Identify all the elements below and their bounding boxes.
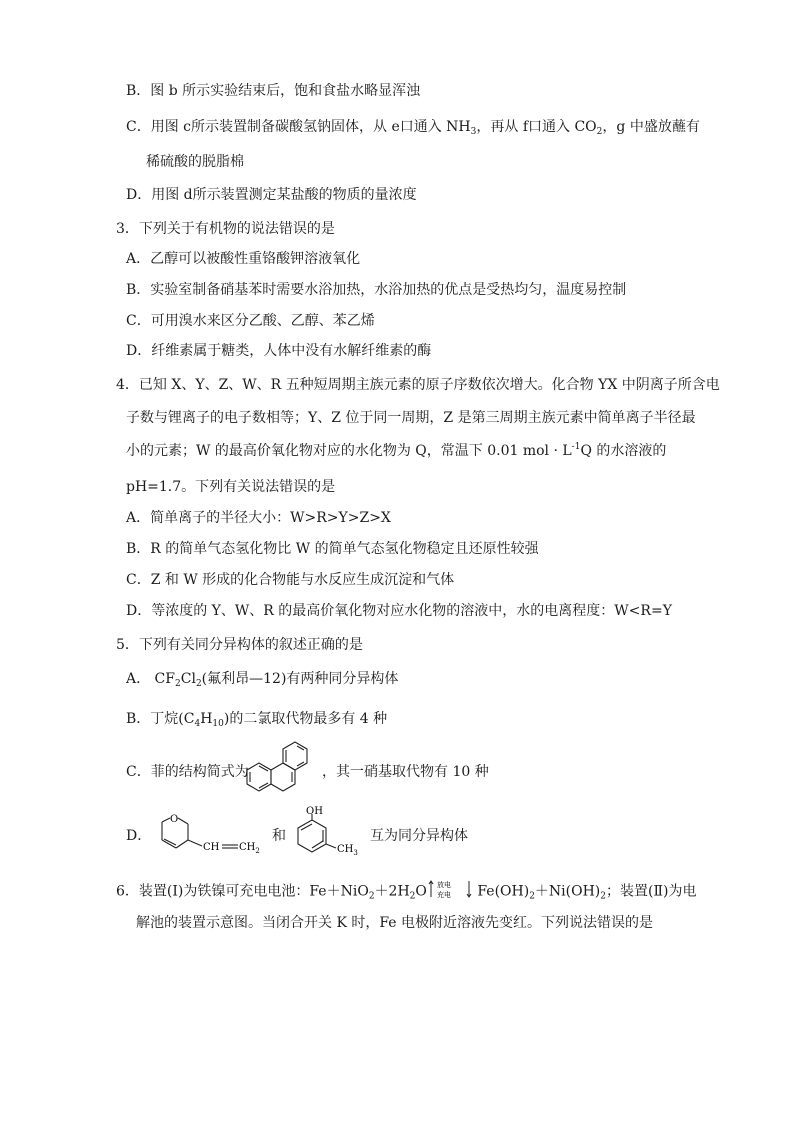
q3-option-c: C．可用溴水来区分乙酸、乙醇、苯乙烯 bbox=[126, 313, 375, 329]
phenanthrene-structure bbox=[243, 738, 321, 804]
q5-a-text-2: Cl bbox=[180, 671, 196, 687]
q6-text-1: 6．装置(Ⅰ)为铁镍可充电电池：Fe＋NiO bbox=[116, 883, 369, 900]
q4-option-c: C．Z 和 W 形成的化合物能与水反应生成沉淀和气体 bbox=[126, 572, 455, 588]
q2-c-sub-2: 2 bbox=[596, 127, 603, 137]
q6-text-4: Fe(OH) bbox=[472, 883, 530, 900]
q5-option-c-tail: ，其一硝基取代物有 10 种 bbox=[322, 764, 489, 780]
q4-stem-line1: 4．已知 X、Y、Z、W、R 五种短周期主族元素的原子序数依次增大。化合物 YX 中阴离子所含电 bbox=[116, 377, 720, 393]
q5-b-sub-2: 10 bbox=[212, 719, 224, 729]
q2-option-d: D．用图 d所示装置测定某盐酸的物质的量浓度 bbox=[126, 187, 417, 203]
q5-option-c-label: C．菲的结构简式为 bbox=[126, 764, 249, 780]
q4-stem-line2: 子数与锂离子的电子数相等；Y、Z 位于同一周期，Z 是第三周期主族元素中简单离子半径最 bbox=[126, 410, 696, 426]
o-cresol-structure bbox=[290, 806, 366, 862]
q2-option-c-line2: 稀硫酸的脱脂棉 bbox=[146, 154, 244, 170]
q4-l3-text-2: Q 的水溶液的 bbox=[580, 443, 667, 459]
q2-option-b: B．图 b 所示实验结束后，饱和食盐水略显浑浊 bbox=[126, 83, 421, 99]
q5-stem: 5．下列有关同分异构体的叙述正确的是 bbox=[116, 637, 363, 653]
q2-c-text-3: ，g 中盛放蘸有 bbox=[602, 119, 700, 135]
q6-stem-line2: 解池的装置示意图。当闭合开关 K 时，Fe 电极附近溶液先变红。下列说法错误的是 bbox=[136, 915, 654, 931]
q6-sub-2: 2 bbox=[409, 891, 416, 902]
q4-option-d: D．等浓度的 Y、W、R 的最高价氧化物对应水化物的溶液中，水的电离程度：W<R=Y bbox=[126, 603, 672, 619]
arrow-label-charge: 充电 bbox=[436, 891, 451, 899]
q5-a-sub-2: 2 bbox=[195, 679, 202, 689]
q4-option-b: B．R 的简单气态氢化物比 W 的简单气态氢化物稳定且还原性较强 bbox=[126, 541, 539, 557]
q5-a-text-3: (氟利昂—12)有两种同分异构体 bbox=[201, 671, 399, 687]
q6-text-6: ；装置(Ⅱ)为电 bbox=[606, 883, 697, 900]
q5-option-a bbox=[126, 670, 398, 688]
q4-l3-text-1: 小的元素；W 的最高价氧化物对应的水化物为 Q，常温下 0.01 mol · L bbox=[126, 443, 572, 459]
q5-a-text-1: A． CF bbox=[126, 671, 175, 687]
q6-stem-line1 bbox=[116, 878, 696, 905]
q5-b-sub-1: 4 bbox=[194, 719, 201, 729]
arrow-label-discharge: 放电 bbox=[436, 881, 451, 889]
ch2-sub: 2 bbox=[255, 847, 260, 855]
q5-b-text-2: H bbox=[200, 711, 213, 727]
q3-option-b: B．实验室制备硝基苯时需要水浴加热，水浴加热的优点是受热均匀，温度易控制 bbox=[126, 282, 627, 298]
ch-label: CH bbox=[203, 842, 220, 853]
q5-a-sub-1: 2 bbox=[175, 679, 181, 689]
q6-text-3: O bbox=[415, 883, 427, 900]
q6-sub-1: 2 bbox=[368, 891, 375, 902]
q5-option-b bbox=[126, 710, 387, 728]
q6-sub-3: 2 bbox=[529, 891, 535, 902]
reversible-arrow-icon bbox=[427, 878, 473, 905]
ch2-label bbox=[239, 842, 260, 855]
q4-stem-line4: pH=1.7。下列有关说法错误的是 bbox=[126, 479, 336, 495]
q4-option-a: A．简单离子的半径大小：W>R>Y>Z>X bbox=[126, 510, 391, 526]
q6-sub-4: 2 bbox=[600, 891, 606, 902]
q3-stem: 3．下列关于有机物的说法错误的是 bbox=[116, 221, 335, 237]
q5-b-text-1: B．丁烷(C bbox=[126, 711, 195, 727]
oh-label: OH bbox=[306, 806, 323, 817]
q2-option-c-line1 bbox=[126, 118, 700, 136]
pyran-o-label: O bbox=[170, 814, 179, 825]
ch3-label bbox=[337, 844, 358, 857]
q6-text-5: ＋Ni(OH) bbox=[534, 883, 601, 900]
ch3-sub: 3 bbox=[353, 849, 358, 857]
q5-option-d-tail: 互为同分异构体 bbox=[370, 828, 468, 844]
q3-option-d: D．纤维素属于糖类，人体中没有水解纤维素的酶 bbox=[126, 343, 432, 359]
q3-option-a: A．乙醇可以被酸性重铬酸钾溶液氧化 bbox=[126, 251, 361, 267]
dihydropyran-vinyl-structure bbox=[150, 812, 268, 860]
q5-option-d-and: 和 bbox=[272, 828, 286, 844]
q2-c-text-2: ，再从 f口通入 CO bbox=[476, 119, 597, 135]
q4-stem-line3 bbox=[126, 442, 666, 460]
q6-text-2: ＋2H bbox=[374, 883, 410, 900]
ch2-text: CH bbox=[239, 842, 256, 853]
q2-c-text-1: C．用图 c所示装置制备碳酸氢钠固体，从 e口通入 NH bbox=[126, 119, 471, 135]
q4-l3-sup: -1 bbox=[571, 442, 581, 452]
ch3-text: CH bbox=[337, 844, 354, 855]
q5-option-d-label: D． bbox=[126, 828, 152, 844]
q2-c-sub-1: 3 bbox=[470, 127, 477, 137]
q5-b-text-3: )的二氯取代物最多有 4 种 bbox=[223, 711, 388, 727]
